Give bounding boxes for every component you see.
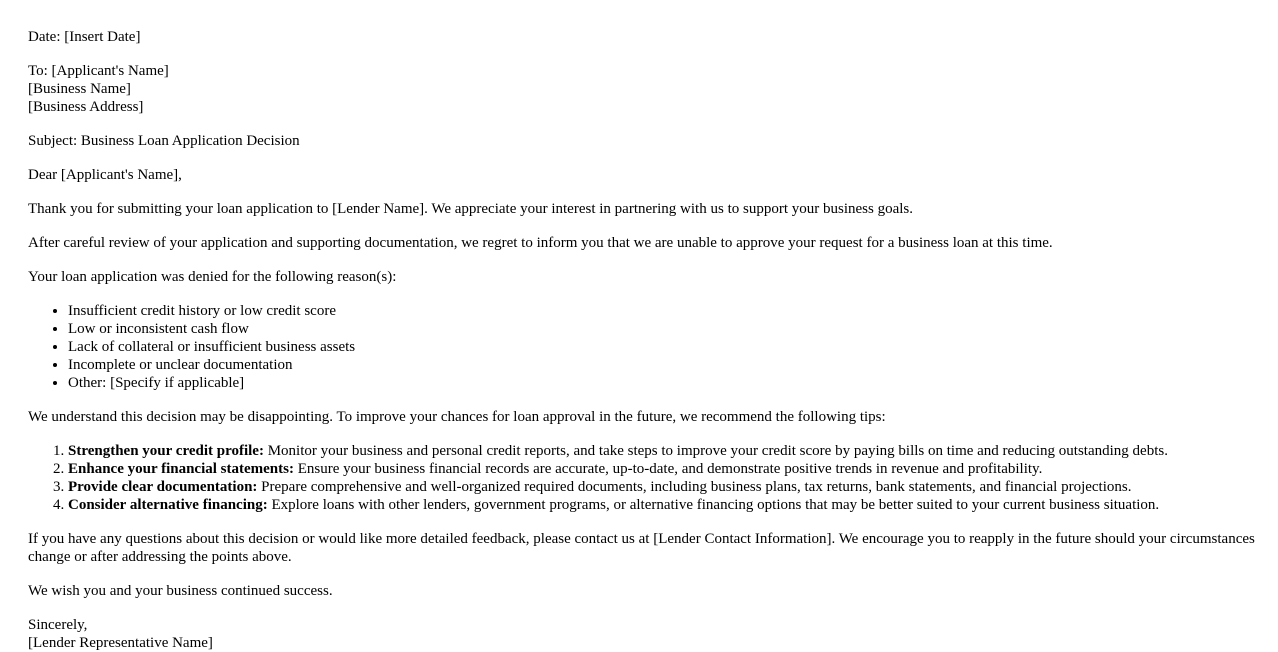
tips-intro: We understand this decision may be disappointing. To improve your chances for loan approval in the future, we recommend the following tips: bbox=[28, 409, 886, 425]
subject-line: Subject: Business Loan Application Decision bbox=[28, 133, 300, 149]
letter-body bbox=[28, 28, 1264, 652]
tip-item bbox=[68, 478, 1264, 496]
tip-item bbox=[68, 496, 1264, 514]
tip-item bbox=[68, 460, 1264, 478]
signature-name: [Lender Representative Name] bbox=[28, 635, 213, 651]
tips-list bbox=[28, 442, 1264, 514]
tip-text: Monitor your business and personal credit reports, and take steps to improve your credit score by paying bills on time and reducing outstanding debts. bbox=[263, 443, 1168, 459]
paragraph-thanks: Thank you for submitting your loan application to [Lender Name]. We appreciate your interest in partnering with us to support your business goals. bbox=[28, 201, 913, 217]
recipient-block bbox=[28, 62, 1264, 116]
tip-text: Ensure your business financial records are accurate, up-to-date, and demonstrate positive trends in revenue and profitability. bbox=[293, 461, 1043, 477]
tip-text: Explore loans with other lenders, government programs, or alternative financing options that may be better suited to your current business situation. bbox=[267, 497, 1160, 513]
reason-item: • Other: [Specify if applicable] bbox=[68, 374, 1264, 392]
recipient-business-address: [Business Address] bbox=[28, 99, 144, 115]
reason-item: • Incomplete or unclear documentation bbox=[68, 356, 1264, 374]
closing-line bbox=[28, 616, 1264, 652]
paragraph-wish: We wish you and your business continued success. bbox=[28, 583, 333, 599]
reasons-list bbox=[28, 302, 1264, 392]
salutation: Dear [Applicant's Name], bbox=[28, 167, 182, 183]
tip-title: Consider alternative financing: bbox=[68, 497, 268, 513]
recipient-business-name: [Business Name] bbox=[28, 81, 131, 97]
tip-title: Strengthen your credit profile: bbox=[68, 443, 264, 459]
tip-item bbox=[68, 442, 1264, 460]
reason-item: • Lack of collateral or insufficient business assets bbox=[68, 338, 1264, 356]
tip-text: Prepare comprehensive and well-organized required documents, including business plans, tax returns, bank statements, and financial projections. bbox=[257, 479, 1132, 495]
reasons-intro: Your loan application was denied for the following reason(s): bbox=[28, 269, 397, 285]
paragraph-decision: After careful review of your application and supporting documentation, we regret to inform you that we are unable to approve your request for a business loan at this time. bbox=[28, 235, 1053, 251]
reason-item: • Low or inconsistent cash flow bbox=[68, 320, 1264, 338]
reason-item: • Insufficient credit history or low credit score bbox=[68, 302, 1264, 320]
tip-title: Enhance your financial statements: bbox=[68, 461, 294, 477]
closing-word: Sincerely, bbox=[28, 617, 88, 633]
paragraph-questions: If you have any questions about this decision or would like more detailed feedback, please contact us at [Lender Contact Information]. We encourage you to reapply in the future should your circumstances change or after addressing the points above. bbox=[28, 531, 1255, 565]
closing-block bbox=[28, 616, 1264, 652]
tip-title: Provide clear documentation: bbox=[68, 479, 258, 495]
date-line: Date: [Insert Date] bbox=[28, 29, 141, 45]
recipient-name: To: [Applicant's Name] bbox=[28, 63, 169, 79]
